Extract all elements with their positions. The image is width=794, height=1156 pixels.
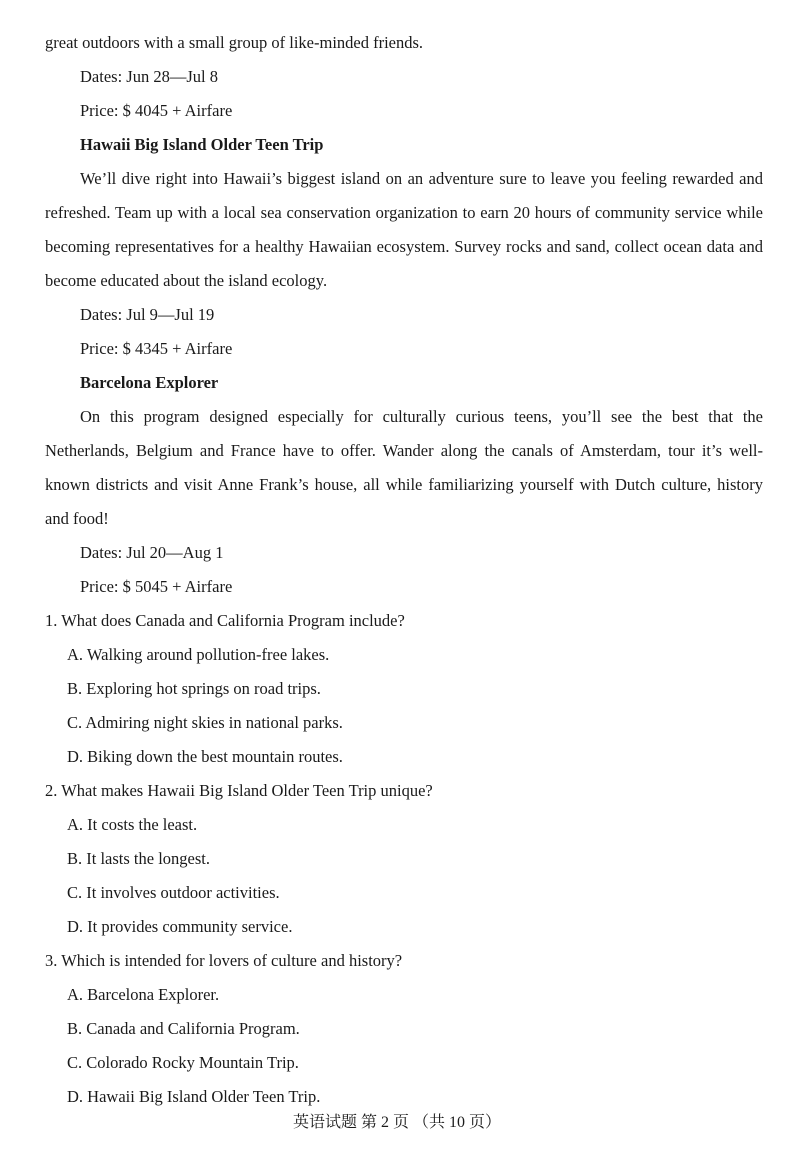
hawaii-title: Hawaii Big Island Older Teen Trip	[80, 135, 324, 154]
option-a: A. It costs the least.	[67, 815, 198, 834]
option-a: A. Barcelona Explorer.	[67, 985, 220, 1004]
colorado-dates: Dates: Jun 28—Jul 8	[80, 67, 218, 86]
option-a: A. Walking around pollution-free lakes.	[67, 645, 330, 664]
barcelona-title: Barcelona Explorer	[80, 373, 219, 392]
question-stem: 1. What does Canada and California Program include?	[45, 611, 405, 630]
option-c: C. Colorado Rocky Mountain Trip.	[67, 1053, 299, 1072]
option-b: B. It lasts the longest.	[67, 849, 210, 868]
passage-intro-tail: great outdoors with a small group of like-minded friends.	[45, 33, 424, 52]
barcelona-body: On this program designed especially for culturally curious teens, you’ll see the best that the Netherlands, Belgium and France have to offer. Wander along the canals of Amsterdam, tour it’s well-known districts and visit Anne Frank’s house, all while familiarizing yourself with Dutch culture, history and food!	[45, 407, 763, 528]
hawaii-price: Price: $ 4345 + Airfare	[80, 339, 233, 358]
barcelona-dates: Dates: Jul 20—Aug 1	[80, 543, 224, 562]
question-stem: 3. Which is intended for lovers of culture and history?	[45, 951, 403, 970]
option-d: D. It provides community service.	[67, 917, 293, 936]
option-b: B. Canada and California Program.	[67, 1019, 300, 1038]
question-2	[45, 774, 763, 944]
question-stem: 2. What makes Hawaii Big Island Older Teen Trip unique?	[45, 781, 433, 800]
question-1	[45, 604, 763, 774]
question-3	[45, 944, 763, 1114]
page-footer: 英语试题 第 2 页 （共 10 页）	[292, 1114, 501, 1131]
colorado-price: Price: $ 4045 + Airfare	[80, 101, 233, 120]
option-c: C. Admiring night skies in national parks.	[67, 713, 343, 732]
exam-page	[45, 26, 763, 1114]
hawaii-dates: Dates: Jul 9—Jul 19	[80, 305, 215, 324]
option-c: C. It involves outdoor activities.	[67, 883, 280, 902]
option-d: D. Biking down the best mountain routes.	[67, 747, 343, 766]
hawaii-body: We’ll dive right into Hawaii’s biggest island on an adventure sure to leave you feeling rewarded and refreshed. Team up with a local sea conservation organization to earn 20 hours of community service while becoming representatives for a healthy Hawaiian ecosystem. Survey rocks and sand, collect ocean data and become educated about the island ecology.	[45, 169, 763, 290]
option-b: B. Exploring hot springs on road trips.	[67, 679, 321, 698]
barcelona-price: Price: $ 5045 + Airfare	[80, 577, 233, 596]
option-d: D. Hawaii Big Island Older Teen Trip.	[67, 1087, 321, 1106]
